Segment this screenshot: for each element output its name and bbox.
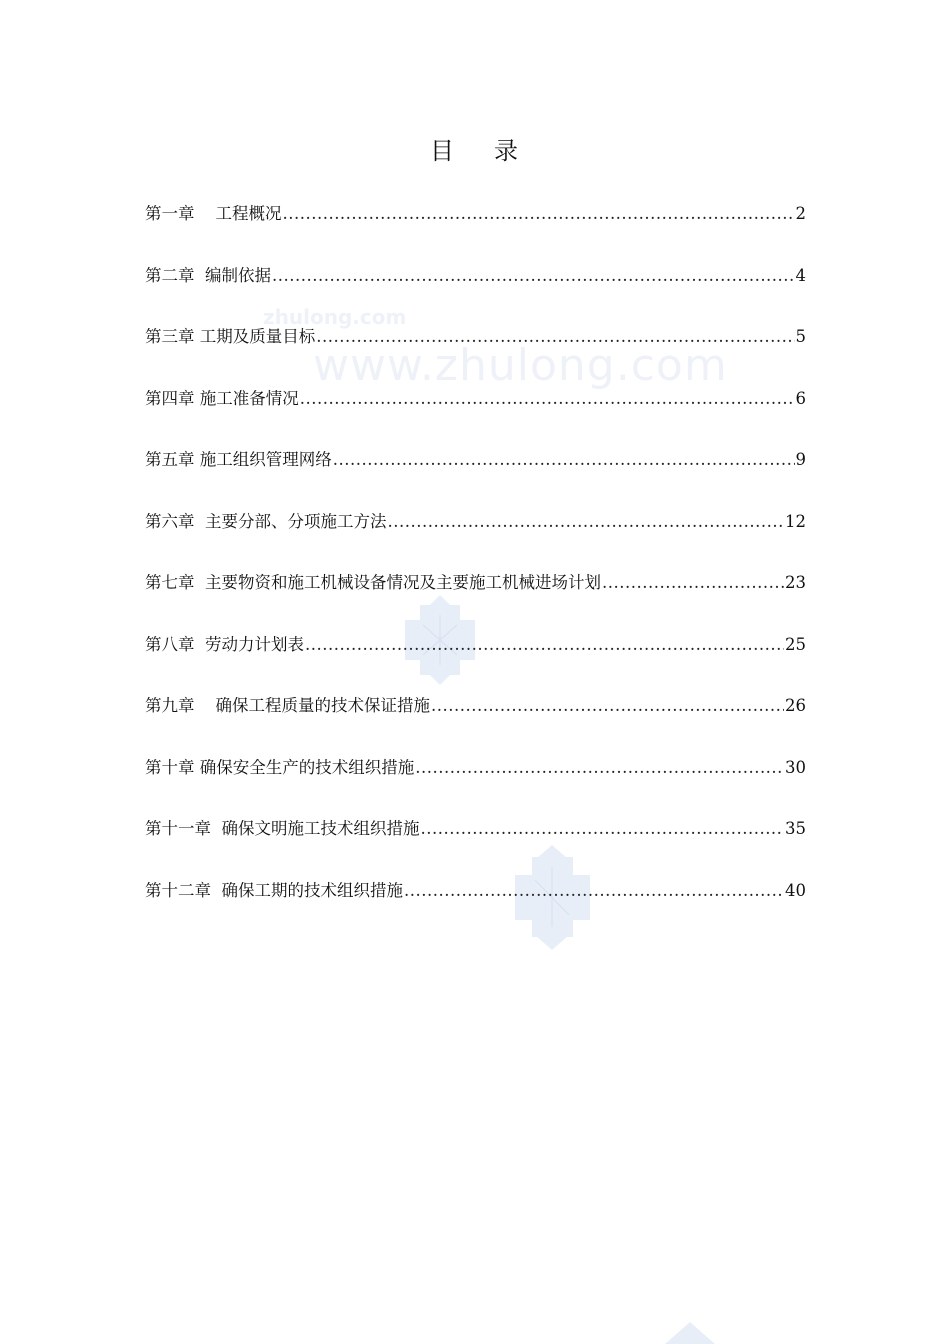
- toc-entry[interactable]: [145, 443, 806, 505]
- toc-spacer: [195, 197, 216, 231]
- toc-heading: 施工准备情况: [199, 388, 299, 408]
- toc-dot-leader: [431, 689, 784, 723]
- toc-page-number: 12: [785, 511, 806, 531]
- toc-page-number: 40: [785, 880, 806, 900]
- toc-page-number: 5: [795, 327, 806, 346]
- toc-spacer: [211, 874, 222, 908]
- toc-entry[interactable]: [145, 874, 806, 936]
- toc-entry[interactable]: [145, 689, 806, 751]
- toc-heading: 确保工期的技术组织措施: [221, 880, 403, 900]
- watermark-large-text: www.zhulong.com: [313, 340, 728, 391]
- toc-spacer: [195, 689, 216, 723]
- table-of-contents: [145, 197, 806, 935]
- toc-page-number: 35: [785, 819, 806, 838]
- toc-page-number: 23: [785, 573, 806, 592]
- toc-page-number: 2: [795, 204, 806, 223]
- toc-chapter-number: 第一章: [145, 204, 195, 223]
- toc-chapter-number: 第三章: [145, 327, 195, 346]
- toc-chapter-number: 第十章: [145, 757, 195, 777]
- toc-page-number: 25: [785, 634, 806, 654]
- toc-dot-leader: [388, 505, 785, 539]
- toc-heading: 编制依据: [205, 265, 271, 285]
- toc-spacer: [195, 566, 206, 600]
- toc-heading: 工程概况: [215, 204, 282, 223]
- page-title: 目 录: [430, 137, 520, 165]
- toc-entry[interactable]: [145, 505, 806, 567]
- toc-dot-leader: [316, 320, 794, 354]
- toc-chapter-number: 第十一章: [145, 819, 211, 838]
- toc-page-number: 4: [795, 265, 806, 285]
- toc-heading: 确保安全生产的技术组织措施: [199, 757, 415, 777]
- toc-entry[interactable]: [145, 812, 806, 874]
- toc-chapter-number: 第二章: [145, 265, 195, 285]
- toc-heading: 主要分部、分项施工方法: [205, 511, 387, 531]
- toc-page-number: 26: [785, 696, 806, 715]
- toc-chapter-number: 第九章: [145, 696, 195, 715]
- toc-dot-leader: [272, 259, 795, 293]
- toc-heading: 主要物资和施工机械设备情况及主要施工机械进场计划: [205, 573, 601, 592]
- toc-entry[interactable]: [145, 259, 806, 321]
- toc-dot-leader: [404, 874, 784, 908]
- toc-spacer: [195, 505, 206, 539]
- toc-page-number: 9: [795, 450, 806, 469]
- watermark-small-text: zhulong.com: [263, 305, 407, 329]
- toc-entry[interactable]: [145, 382, 806, 444]
- toc-entry[interactable]: [145, 628, 806, 690]
- toc-entry[interactable]: [145, 751, 806, 813]
- toc-chapter-number: 第五章: [145, 450, 195, 469]
- toc-chapter-number: 第六章: [145, 511, 195, 531]
- toc-chapter-number: 第八章: [145, 634, 195, 654]
- toc-spacer: [195, 259, 206, 293]
- toc-dot-leader: [333, 443, 795, 477]
- toc-heading: 施工组织管理网络: [199, 450, 332, 469]
- toc-dot-leader: [305, 628, 784, 662]
- toc-dot-leader: [300, 382, 795, 416]
- toc-heading: 确保文明施工技术组织措施: [221, 819, 420, 838]
- toc-dot-leader: [421, 812, 785, 846]
- toc-entry[interactable]: [145, 197, 806, 259]
- watermark-logo-icon-3: [665, 1322, 715, 1344]
- toc-chapter-number: 第四章: [145, 388, 195, 408]
- toc-chapter-number: 第七章: [145, 573, 195, 592]
- toc-entry[interactable]: [145, 320, 806, 382]
- toc-dot-leader: [602, 566, 784, 600]
- toc-page-number: 6: [795, 388, 806, 408]
- toc-spacer: [211, 812, 222, 846]
- toc-heading: 工期及质量目标: [199, 327, 316, 346]
- toc-spacer: [195, 628, 206, 662]
- toc-heading: 确保工程质量的技术保证措施: [215, 696, 430, 715]
- toc-dot-leader: [415, 751, 784, 785]
- toc-heading: 劳动力计划表: [205, 634, 304, 654]
- toc-page-number: 30: [785, 757, 806, 777]
- toc-dot-leader: [282, 197, 794, 231]
- toc-entry[interactable]: [145, 566, 806, 628]
- toc-chapter-number: 第十二章: [145, 880, 211, 900]
